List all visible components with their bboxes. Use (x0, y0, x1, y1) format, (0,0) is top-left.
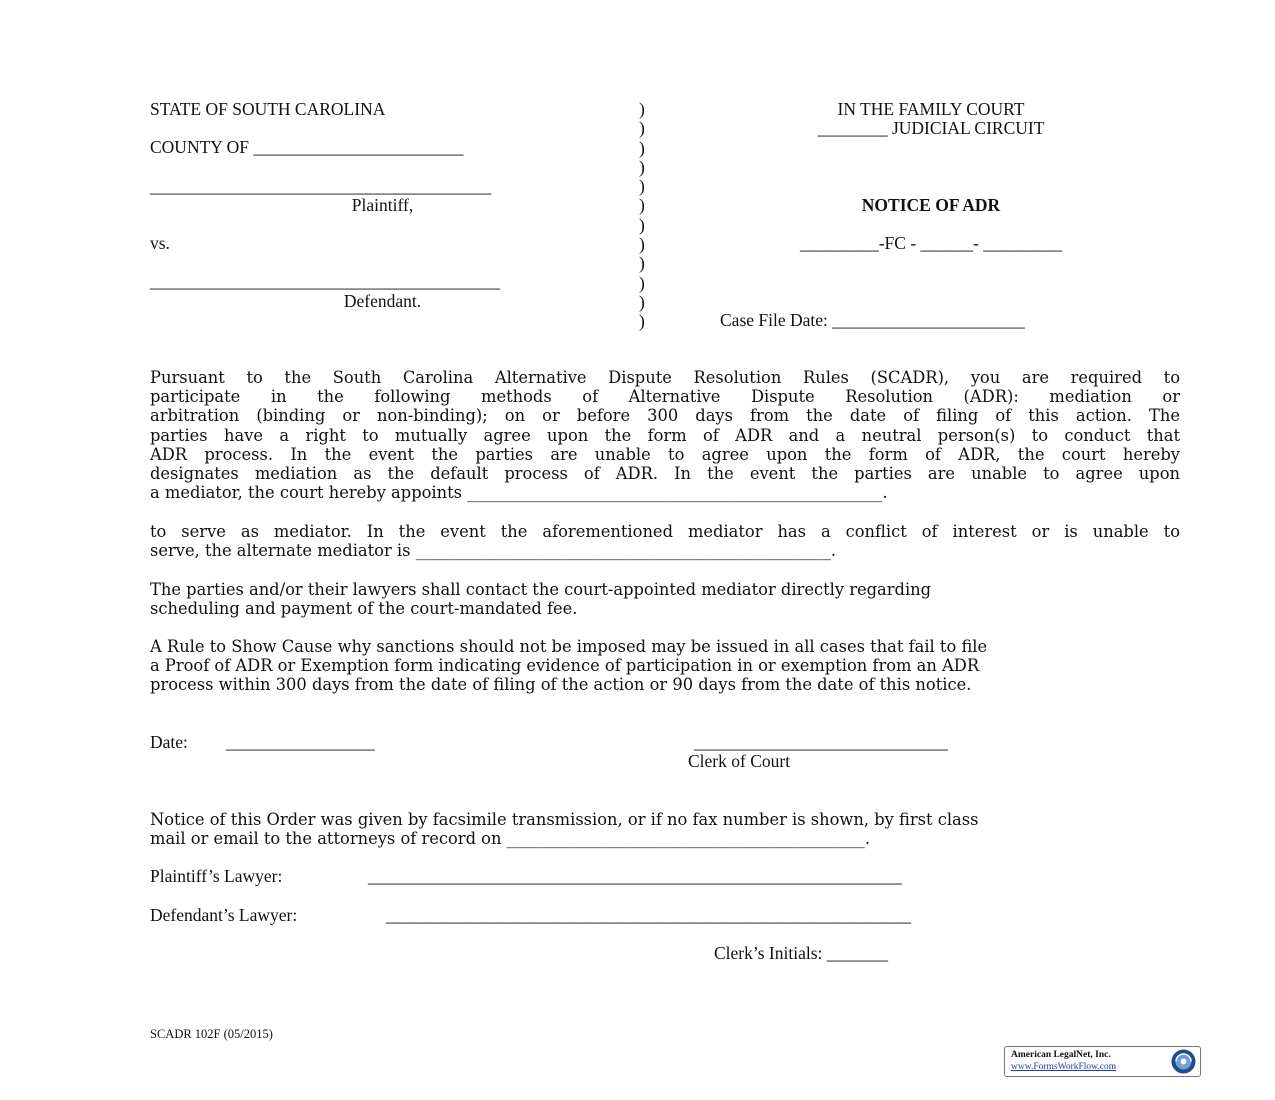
paragraph-line: a Proof of ADR or Exemption form indicating evidence of participation in or exemption from an ADR (150, 656, 980, 676)
paragraph-line: to serve as mediator. In the event the aforementioned mediator has a conflict of interest or is unable to (150, 522, 1180, 541)
paragraph-line: parties have a right to mutually agree upon the form of ADR and a neutral person(s) to conduct that (150, 425, 1180, 445)
defendant-lawyer-label: Defendant’s Lawyer: (150, 905, 298, 925)
paragraph-line: The parties and/or their lawyers shall contact the court-appointed mediator directly regarding (150, 580, 932, 599)
paragraph-line: designates mediation as the default process of ADR. In the event the parties are unable to agree upon (150, 464, 1180, 484)
publisher-name: American LegalNet, Inc. (1011, 1050, 1111, 1060)
paragraph-line: participate in the following methods of Alternative Dispute Resolution (ADR): mediation or (150, 387, 1180, 407)
paragraph-line: serve, the alternate mediator is ___________________________________________________. (150, 541, 837, 561)
paragraph-line: arbitration (binding or non-binding); on or before 300 days from the date of filing of this action. The (150, 406, 1180, 426)
clerk-signature-line: _____________________________ (694, 732, 948, 752)
clerk-of-court-label: Clerk of Court (688, 751, 791, 771)
case-number: _________-FC - ______- _________ (799, 233, 1062, 253)
plaintiff-lawyer-label: Plaintiff’s Lawyer: (150, 866, 283, 886)
paragraph-scadr (150, 368, 1180, 502)
court-name: IN THE FAMILY COURT (837, 99, 1025, 119)
paragraph-line: a mediator, the court hereby appoints ___________________________________________________. (150, 483, 888, 503)
paragraph-line: mail or email to the attorneys of record on ____________________________________________. (150, 829, 871, 849)
paragraph-line: Notice of this Order was given by facsimile transmission, or if no fax number is shown, by first class (150, 810, 979, 829)
state-heading: STATE OF SOUTH CAROLINA (150, 99, 386, 119)
clerk-initials: Clerk’s Initials: _______ (714, 943, 889, 963)
plaintiff-label: Plaintiff, (351, 195, 414, 215)
paragraph-mediator (150, 522, 1180, 560)
paragraph-line: scheduling and payment of the court-mandated fee. (150, 599, 578, 619)
case-file-date: Case File Date: ______________________ (720, 310, 1025, 330)
date-line: _________________ (226, 732, 375, 752)
publisher-link[interactable]: www.FormsWorkFlow.com (1011, 1062, 1117, 1072)
defendant-label: Defendant. (343, 291, 422, 311)
paragraph-rule-to-show-cause (150, 637, 1180, 695)
defendant-lawyer-line: ____________________________________________________________ (386, 905, 911, 925)
notice-of-order (150, 810, 1180, 848)
caption-divider: ) ) ) ) ) ) ) ) ) ) ) ) (639, 99, 645, 332)
paragraph-line: ADR process. In the event the parties are unable to agree upon the form of ADR, the court hereby (150, 444, 1180, 464)
plaintiff-lawyer-line: _____________________________________________________________ (368, 866, 902, 886)
form-code: SCADR 102F (05/2015) (150, 1027, 273, 1041)
county-field: COUNTY OF ________________________ (150, 137, 464, 157)
publisher-badge[interactable] (1004, 1046, 1201, 1077)
judicial-circuit: ________ JUDICIAL CIRCUIT (817, 118, 1045, 138)
page-title: NOTICE OF ADR (861, 195, 1001, 215)
globe-icon (1170, 1048, 1197, 1075)
plaintiff-name-line: _______________________________________ (150, 176, 492, 196)
paragraph-line: Pursuant to the South Carolina Alternative Dispute Resolution Rules (SCADR), you are required to (150, 368, 1180, 387)
date-label: Date: (150, 732, 188, 752)
paragraph-line: A Rule to Show Cause why sanctions should not be imposed may be issued in all cases that fail to file (150, 637, 988, 656)
versus-label: vs. (150, 233, 170, 253)
defendant-name-line: ________________________________________ (150, 271, 500, 291)
paragraph-line: process within 300 days from the date of filing of the action or 90 days from the date of this notice. (150, 675, 972, 695)
paragraph-contact (150, 580, 1180, 618)
